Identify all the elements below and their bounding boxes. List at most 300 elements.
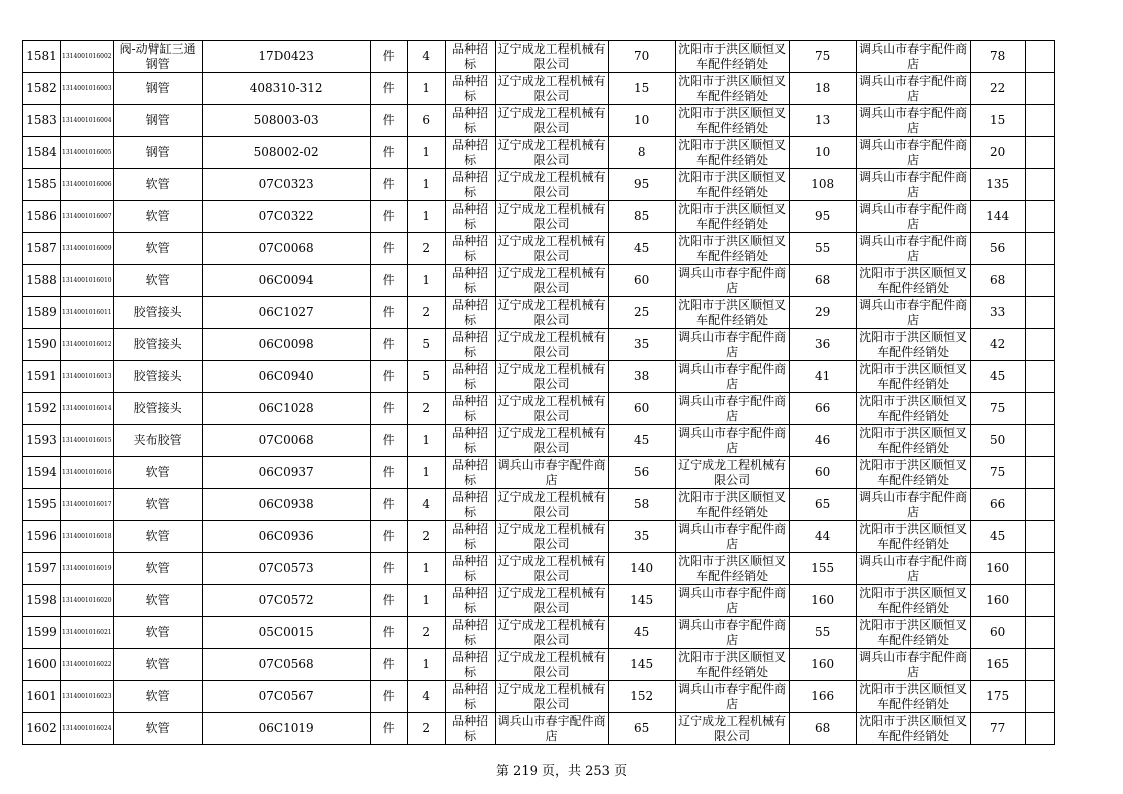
unit: 件 — [370, 137, 407, 169]
supplier-3: 沈阳市于洪区顺恒叉车配件经销处 — [856, 457, 970, 489]
quantity: 1 — [407, 585, 445, 617]
unit: 件 — [370, 585, 407, 617]
procurement-method: 品种招标 — [445, 553, 495, 585]
procurement-method: 品种招标 — [445, 617, 495, 649]
row-number: 1596 — [23, 521, 61, 553]
supplier-3: 调兵山市春宇配件商店 — [856, 73, 970, 105]
supplier-1: 辽宁成龙工程机械有限公司 — [495, 73, 608, 105]
item-code: 1314001016005 — [61, 137, 114, 169]
price-3: 33 — [970, 297, 1025, 329]
price-1: 35 — [608, 329, 675, 361]
price-3: 66 — [970, 489, 1025, 521]
item-name: 软管 — [113, 169, 202, 201]
bid-table — [22, 40, 1055, 745]
row-number: 1593 — [23, 425, 61, 457]
price-2: 65 — [789, 489, 856, 521]
supplier-1: 辽宁成龙工程机械有限公司 — [495, 105, 608, 137]
blank-cell — [1025, 457, 1054, 489]
procurement-method: 品种招标 — [445, 73, 495, 105]
price-1: 60 — [608, 265, 675, 297]
blank-cell — [1025, 169, 1054, 201]
price-2: 95 — [789, 201, 856, 233]
table-row — [23, 649, 1055, 681]
procurement-method: 品种招标 — [445, 649, 495, 681]
price-3: 60 — [970, 617, 1025, 649]
item-name: 软管 — [113, 681, 202, 713]
model-number: 07C0572 — [202, 585, 370, 617]
supplier-3: 调兵山市春宇配件商店 — [856, 553, 970, 585]
quantity: 2 — [407, 393, 445, 425]
table-row — [23, 521, 1055, 553]
supplier-2: 辽宁成龙工程机械有限公司 — [675, 713, 789, 745]
model-number: 07C0322 — [202, 201, 370, 233]
supplier-2: 调兵山市春宇配件商店 — [675, 425, 789, 457]
blank-cell — [1025, 233, 1054, 265]
unit: 件 — [370, 361, 407, 393]
blank-cell — [1025, 521, 1054, 553]
procurement-method: 品种招标 — [445, 329, 495, 361]
supplier-1: 辽宁成龙工程机械有限公司 — [495, 361, 608, 393]
supplier-2: 调兵山市春宇配件商店 — [675, 329, 789, 361]
unit: 件 — [370, 521, 407, 553]
blank-cell — [1025, 329, 1054, 361]
procurement-method: 品种招标 — [445, 169, 495, 201]
supplier-2: 调兵山市春宇配件商店 — [675, 681, 789, 713]
table-row — [23, 585, 1055, 617]
supplier-3: 沈阳市于洪区顺恒叉车配件经销处 — [856, 393, 970, 425]
row-number: 1586 — [23, 201, 61, 233]
quantity: 2 — [407, 713, 445, 745]
item-code: 1314001016018 — [61, 521, 114, 553]
price-3: 45 — [970, 361, 1025, 393]
item-code: 1314001016019 — [61, 553, 114, 585]
price-3: 75 — [970, 393, 1025, 425]
model-number: 06C0094 — [202, 265, 370, 297]
supplier-2: 沈阳市于洪区顺恒叉车配件经销处 — [675, 137, 789, 169]
item-code: 1314001016023 — [61, 681, 114, 713]
price-1: 56 — [608, 457, 675, 489]
procurement-method: 品种招标 — [445, 137, 495, 169]
supplier-3: 调兵山市春宇配件商店 — [856, 169, 970, 201]
price-2: 160 — [789, 649, 856, 681]
blank-cell — [1025, 73, 1054, 105]
price-1: 85 — [608, 201, 675, 233]
row-number: 1587 — [23, 233, 61, 265]
item-name: 软管 — [113, 649, 202, 681]
price-2: 160 — [789, 585, 856, 617]
price-3: 22 — [970, 73, 1025, 105]
unit: 件 — [370, 425, 407, 457]
price-3: 78 — [970, 41, 1025, 73]
price-1: 65 — [608, 713, 675, 745]
supplier-3: 调兵山市春宇配件商店 — [856, 489, 970, 521]
unit: 件 — [370, 329, 407, 361]
item-code: 1314001016017 — [61, 489, 114, 521]
blank-cell — [1025, 265, 1054, 297]
table-row — [23, 233, 1055, 265]
item-code: 1314001016014 — [61, 393, 114, 425]
procurement-method: 品种招标 — [445, 265, 495, 297]
supplier-2: 调兵山市春宇配件商店 — [675, 361, 789, 393]
price-2: 166 — [789, 681, 856, 713]
unit: 件 — [370, 713, 407, 745]
model-number: 06C1027 — [202, 297, 370, 329]
blank-cell — [1025, 617, 1054, 649]
table-row — [23, 297, 1055, 329]
price-3: 144 — [970, 201, 1025, 233]
supplier-1: 辽宁成龙工程机械有限公司 — [495, 329, 608, 361]
supplier-1: 调兵山市春宇配件商店 — [495, 457, 608, 489]
supplier-3: 沈阳市于洪区顺恒叉车配件经销处 — [856, 361, 970, 393]
supplier-3: 调兵山市春宇配件商店 — [856, 41, 970, 73]
model-number: 06C0940 — [202, 361, 370, 393]
price-3: 20 — [970, 137, 1025, 169]
price-2: 44 — [789, 521, 856, 553]
item-name: 软管 — [113, 489, 202, 521]
blank-cell — [1025, 137, 1054, 169]
item-name: 软管 — [113, 233, 202, 265]
price-3: 15 — [970, 105, 1025, 137]
table-row — [23, 489, 1055, 521]
blank-cell — [1025, 585, 1054, 617]
supplier-3: 沈阳市于洪区顺恒叉车配件经销处 — [856, 585, 970, 617]
price-1: 8 — [608, 137, 675, 169]
item-code: 1314001016003 — [61, 73, 114, 105]
price-2: 13 — [789, 105, 856, 137]
price-1: 35 — [608, 521, 675, 553]
price-2: 46 — [789, 425, 856, 457]
supplier-1: 调兵山市春宇配件商店 — [495, 713, 608, 745]
price-3: 68 — [970, 265, 1025, 297]
quantity: 4 — [407, 681, 445, 713]
item-code: 1314001016012 — [61, 329, 114, 361]
supplier-2: 沈阳市于洪区顺恒叉车配件经销处 — [675, 73, 789, 105]
table-row — [23, 265, 1055, 297]
supplier-2: 调兵山市春宇配件商店 — [675, 521, 789, 553]
supplier-2: 沈阳市于洪区顺恒叉车配件经销处 — [675, 297, 789, 329]
supplier-1: 辽宁成龙工程机械有限公司 — [495, 681, 608, 713]
price-3: 175 — [970, 681, 1025, 713]
blank-cell — [1025, 41, 1054, 73]
quantity: 1 — [407, 169, 445, 201]
price-2: 66 — [789, 393, 856, 425]
quantity: 6 — [407, 105, 445, 137]
item-name: 钢管 — [113, 73, 202, 105]
supplier-3: 沈阳市于洪区顺恒叉车配件经销处 — [856, 681, 970, 713]
price-2: 55 — [789, 617, 856, 649]
item-name: 胶管接头 — [113, 297, 202, 329]
table-row — [23, 201, 1055, 233]
item-code: 1314001016004 — [61, 105, 114, 137]
quantity: 1 — [407, 425, 445, 457]
model-number: 05C0015 — [202, 617, 370, 649]
unit: 件 — [370, 457, 407, 489]
table-row — [23, 393, 1055, 425]
supplier-2: 沈阳市于洪区顺恒叉车配件经销处 — [675, 41, 789, 73]
table-row — [23, 169, 1055, 201]
row-number: 1598 — [23, 585, 61, 617]
supplier-2: 辽宁成龙工程机械有限公司 — [675, 457, 789, 489]
supplier-2: 沈阳市于洪区顺恒叉车配件经销处 — [675, 649, 789, 681]
price-2: 68 — [789, 265, 856, 297]
unit: 件 — [370, 649, 407, 681]
price-2: 68 — [789, 713, 856, 745]
item-name: 软管 — [113, 585, 202, 617]
quantity: 2 — [407, 297, 445, 329]
model-number: 06C0098 — [202, 329, 370, 361]
table-row — [23, 137, 1055, 169]
supplier-1: 辽宁成龙工程机械有限公司 — [495, 393, 608, 425]
supplier-2: 沈阳市于洪区顺恒叉车配件经销处 — [675, 233, 789, 265]
quantity: 1 — [407, 73, 445, 105]
item-code: 1314001016006 — [61, 169, 114, 201]
supplier-1: 辽宁成龙工程机械有限公司 — [495, 265, 608, 297]
model-number: 07C0573 — [202, 553, 370, 585]
model-number: 508003-03 — [202, 105, 370, 137]
supplier-2: 沈阳市于洪区顺恒叉车配件经销处 — [675, 169, 789, 201]
item-name: 软管 — [113, 521, 202, 553]
table-row — [23, 553, 1055, 585]
price-2: 29 — [789, 297, 856, 329]
blank-cell — [1025, 649, 1054, 681]
supplier-3: 沈阳市于洪区顺恒叉车配件经销处 — [856, 425, 970, 457]
item-code: 1314001016016 — [61, 457, 114, 489]
supplier-2: 调兵山市春宇配件商店 — [675, 393, 789, 425]
row-number: 1601 — [23, 681, 61, 713]
item-name: 胶管接头 — [113, 361, 202, 393]
supplier-3: 调兵山市春宇配件商店 — [856, 297, 970, 329]
price-1: 95 — [608, 169, 675, 201]
price-1: 25 — [608, 297, 675, 329]
table-row — [23, 41, 1055, 73]
supplier-1: 辽宁成龙工程机械有限公司 — [495, 137, 608, 169]
quantity: 1 — [407, 457, 445, 489]
item-code: 1314001016024 — [61, 713, 114, 745]
price-3: 165 — [970, 649, 1025, 681]
quantity: 1 — [407, 265, 445, 297]
quantity: 2 — [407, 233, 445, 265]
row-number: 1581 — [23, 41, 61, 73]
item-code: 1314001016021 — [61, 617, 114, 649]
unit: 件 — [370, 41, 407, 73]
procurement-method: 品种招标 — [445, 713, 495, 745]
model-number: 408310-312 — [202, 73, 370, 105]
quantity: 2 — [407, 617, 445, 649]
unit: 件 — [370, 297, 407, 329]
row-number: 1589 — [23, 297, 61, 329]
row-number: 1584 — [23, 137, 61, 169]
table-row — [23, 457, 1055, 489]
price-1: 45 — [608, 617, 675, 649]
table-row — [23, 361, 1055, 393]
supplier-1: 辽宁成龙工程机械有限公司 — [495, 585, 608, 617]
procurement-method: 品种招标 — [445, 393, 495, 425]
price-1: 140 — [608, 553, 675, 585]
supplier-2: 沈阳市于洪区顺恒叉车配件经销处 — [675, 553, 789, 585]
procurement-method: 品种招标 — [445, 521, 495, 553]
model-number: 07C0068 — [202, 425, 370, 457]
unit: 件 — [370, 233, 407, 265]
row-number: 1590 — [23, 329, 61, 361]
price-2: 41 — [789, 361, 856, 393]
price-2: 55 — [789, 233, 856, 265]
price-1: 45 — [608, 233, 675, 265]
supplier-3: 沈阳市于洪区顺恒叉车配件经销处 — [856, 521, 970, 553]
blank-cell — [1025, 681, 1054, 713]
item-code: 1314001016010 — [61, 265, 114, 297]
price-3: 77 — [970, 713, 1025, 745]
price-3: 50 — [970, 425, 1025, 457]
supplier-3: 沈阳市于洪区顺恒叉车配件经销处 — [856, 713, 970, 745]
price-3: 45 — [970, 521, 1025, 553]
unit: 件 — [370, 393, 407, 425]
row-number: 1582 — [23, 73, 61, 105]
item-name: 软管 — [113, 617, 202, 649]
procurement-method: 品种招标 — [445, 297, 495, 329]
price-2: 108 — [789, 169, 856, 201]
row-number: 1594 — [23, 457, 61, 489]
price-3: 135 — [970, 169, 1025, 201]
item-code: 1314001016009 — [61, 233, 114, 265]
unit: 件 — [370, 553, 407, 585]
price-1: 58 — [608, 489, 675, 521]
supplier-1: 辽宁成龙工程机械有限公司 — [495, 169, 608, 201]
price-1: 15 — [608, 73, 675, 105]
supplier-1: 辽宁成龙工程机械有限公司 — [495, 553, 608, 585]
item-code: 1314001016002 — [61, 41, 114, 73]
price-1: 45 — [608, 425, 675, 457]
model-number: 508002-02 — [202, 137, 370, 169]
supplier-1: 辽宁成龙工程机械有限公司 — [495, 649, 608, 681]
unit: 件 — [370, 265, 407, 297]
quantity: 1 — [407, 553, 445, 585]
price-2: 75 — [789, 41, 856, 73]
model-number: 07C0323 — [202, 169, 370, 201]
item-code: 1314001016020 — [61, 585, 114, 617]
procurement-method: 品种招标 — [445, 489, 495, 521]
item-code: 1314001016015 — [61, 425, 114, 457]
price-1: 60 — [608, 393, 675, 425]
price-3: 160 — [970, 553, 1025, 585]
supplier-3: 沈阳市于洪区顺恒叉车配件经销处 — [856, 617, 970, 649]
procurement-method: 品种招标 — [445, 585, 495, 617]
row-number: 1599 — [23, 617, 61, 649]
model-number: 06C1019 — [202, 713, 370, 745]
supplier-1: 辽宁成龙工程机械有限公司 — [495, 425, 608, 457]
supplier-3: 调兵山市春宇配件商店 — [856, 649, 970, 681]
row-number: 1592 — [23, 393, 61, 425]
procurement-method: 品种招标 — [445, 233, 495, 265]
blank-cell — [1025, 553, 1054, 585]
supplier-1: 辽宁成龙工程机械有限公司 — [495, 521, 608, 553]
row-number: 1600 — [23, 649, 61, 681]
item-name: 钢管 — [113, 105, 202, 137]
price-2: 155 — [789, 553, 856, 585]
price-3: 56 — [970, 233, 1025, 265]
item-code: 1314001016013 — [61, 361, 114, 393]
item-code: 1314001016022 — [61, 649, 114, 681]
quantity: 2 — [407, 521, 445, 553]
unit: 件 — [370, 169, 407, 201]
blank-cell — [1025, 393, 1054, 425]
table-body — [23, 41, 1055, 745]
supplier-2: 沈阳市于洪区顺恒叉车配件经销处 — [675, 201, 789, 233]
price-2: 60 — [789, 457, 856, 489]
supplier-1: 辽宁成龙工程机械有限公司 — [495, 233, 608, 265]
model-number: 06C0936 — [202, 521, 370, 553]
price-1: 145 — [608, 649, 675, 681]
table-row — [23, 617, 1055, 649]
item-name: 胶管接头 — [113, 329, 202, 361]
table-row — [23, 713, 1055, 745]
row-number: 1588 — [23, 265, 61, 297]
model-number: 07C0568 — [202, 649, 370, 681]
blank-cell — [1025, 425, 1054, 457]
row-number: 1595 — [23, 489, 61, 521]
supplier-2: 调兵山市春宇配件商店 — [675, 265, 789, 297]
supplier-3: 沈阳市于洪区顺恒叉车配件经销处 — [856, 329, 970, 361]
price-1: 152 — [608, 681, 675, 713]
procurement-method: 品种招标 — [445, 681, 495, 713]
unit: 件 — [370, 681, 407, 713]
unit: 件 — [370, 201, 407, 233]
model-number: 06C1028 — [202, 393, 370, 425]
price-3: 160 — [970, 585, 1025, 617]
price-1: 145 — [608, 585, 675, 617]
supplier-1: 辽宁成龙工程机械有限公司 — [495, 489, 608, 521]
price-1: 10 — [608, 105, 675, 137]
blank-cell — [1025, 201, 1054, 233]
supplier-1: 辽宁成龙工程机械有限公司 — [495, 297, 608, 329]
model-number: 07C0567 — [202, 681, 370, 713]
price-3: 42 — [970, 329, 1025, 361]
supplier-1: 辽宁成龙工程机械有限公司 — [495, 41, 608, 73]
procurement-method: 品种招标 — [445, 201, 495, 233]
unit: 件 — [370, 489, 407, 521]
blank-cell — [1025, 713, 1054, 745]
item-name: 软管 — [113, 713, 202, 745]
table-row — [23, 105, 1055, 137]
quantity: 5 — [407, 361, 445, 393]
quantity: 4 — [407, 41, 445, 73]
supplier-3: 调兵山市春宇配件商店 — [856, 137, 970, 169]
quantity: 1 — [407, 201, 445, 233]
unit: 件 — [370, 73, 407, 105]
procurement-method: 品种招标 — [445, 361, 495, 393]
price-2: 18 — [789, 73, 856, 105]
model-number: 17D0423 — [202, 41, 370, 73]
supplier-3: 调兵山市春宇配件商店 — [856, 105, 970, 137]
row-number: 1585 — [23, 169, 61, 201]
price-3: 75 — [970, 457, 1025, 489]
supplier-3: 调兵山市春宇配件商店 — [856, 233, 970, 265]
supplier-3: 调兵山市春宇配件商店 — [856, 201, 970, 233]
blank-cell — [1025, 105, 1054, 137]
supplier-2: 调兵山市春宇配件商店 — [675, 617, 789, 649]
quantity: 1 — [407, 137, 445, 169]
price-2: 36 — [789, 329, 856, 361]
blank-cell — [1025, 361, 1054, 393]
table-row — [23, 425, 1055, 457]
table-row — [23, 329, 1055, 361]
supplier-3: 沈阳市于洪区顺恒叉车配件经销处 — [856, 265, 970, 297]
procurement-method: 品种招标 — [445, 41, 495, 73]
item-name: 钢管 — [113, 137, 202, 169]
item-name: 软管 — [113, 553, 202, 585]
quantity: 1 — [407, 649, 445, 681]
supplier-1: 辽宁成龙工程机械有限公司 — [495, 617, 608, 649]
unit: 件 — [370, 105, 407, 137]
